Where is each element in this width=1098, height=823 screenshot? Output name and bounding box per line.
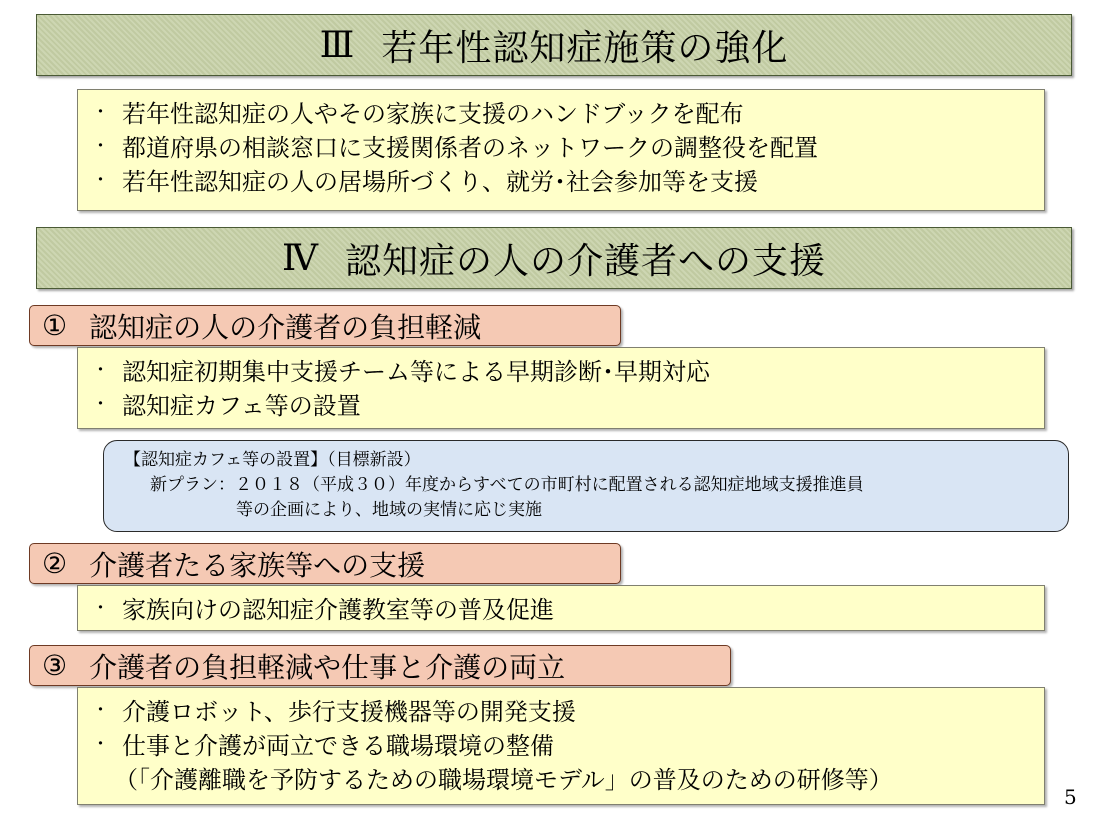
- list-item-text: 介護ロボット、歩行支援機器等の開発支援: [122, 697, 576, 726]
- list-item: [96, 590, 1044, 624]
- note-text: 等の企画により、地域の実情に応じ実施: [236, 500, 542, 520]
- section-4-number: Ⅳ: [282, 237, 319, 279]
- bullet-marker: ･: [96, 170, 105, 191]
- subsection-2-title: 介護者たる家族等への支援: [89, 548, 426, 582]
- subsection-3-bullet-box: [77, 687, 1045, 805]
- section-4-title: 認知症の人の介護者への支援: [344, 240, 826, 282]
- section-3-bullet-box: [77, 89, 1045, 211]
- list-item-text: 若年性認知症の人やその家族に支援のハンドブックを配布: [122, 99, 744, 128]
- list-item-text: 家族向けの認知症介護教室等の普及促進: [122, 595, 554, 624]
- note-text: 新プラン：２０１８（平成３０）年度からすべての市町村に配置される認知症地域支援推進員: [150, 475, 864, 495]
- cafe-target-note: [103, 440, 1069, 532]
- list-item-text: 仕事と介護が両立できる職場環境の整備: [122, 731, 554, 760]
- bullet-marker: ･: [96, 360, 105, 381]
- list-item: [96, 352, 1044, 386]
- section-3-title: 若年性認知症施策の強化: [381, 27, 789, 69]
- subsection-1-bullet-box: [77, 347, 1045, 429]
- list-item-text: 認知症初期集中支援チーム等による早期診断･早期対応: [122, 357, 710, 386]
- subsection-1-title: 認知症の人の介護者の負担軽減: [89, 310, 482, 344]
- list-item: [96, 128, 1044, 162]
- list-item-text: 若年性認知症の人の居場所づくり、就労･社会参加等を支援: [122, 167, 758, 196]
- subsection-3-heading: [29, 645, 731, 686]
- bullet-marker: ･: [96, 598, 105, 619]
- subsection-2-heading: [29, 543, 621, 584]
- list-item: [96, 94, 1044, 128]
- subsection-3-title: 介護者の負担軽減や仕事と介護の両立: [89, 650, 566, 684]
- page-number: 5: [1064, 785, 1077, 809]
- subsection-1-heading: [29, 305, 621, 346]
- list-item-text: （「介護離職を予防するための職場環境モデル」の普及のための研修等）: [114, 765, 893, 794]
- subsection-2-bullet-box: [77, 585, 1045, 631]
- bullet-marker: ･: [96, 700, 105, 721]
- section-3-number: Ⅲ: [319, 24, 356, 66]
- bullet-marker: ･: [96, 102, 105, 123]
- list-item: [96, 162, 1044, 196]
- list-item-text: 認知症カフェ等の設置: [122, 391, 361, 420]
- subsection-1-number: ①: [42, 309, 68, 342]
- note-heading: 【認知症カフェ等の設置】（目標新設）: [124, 450, 421, 470]
- list-item: [96, 726, 1044, 760]
- list-item-text: 都道府県の相談窓口に支援関係者のネットワークの調整役を配置: [122, 133, 818, 162]
- bullet-marker: ･: [96, 734, 105, 755]
- subsection-2-number: ②: [42, 547, 68, 580]
- list-item-continuation: [96, 760, 1044, 794]
- subsection-3-number: ③: [42, 649, 68, 682]
- section-3-heading: [36, 14, 1072, 76]
- section-4-heading: [36, 227, 1072, 289]
- list-item: [96, 386, 1044, 420]
- bullet-marker: ･: [96, 136, 105, 157]
- list-item: [96, 692, 1044, 726]
- bullet-marker: ･: [96, 394, 105, 415]
